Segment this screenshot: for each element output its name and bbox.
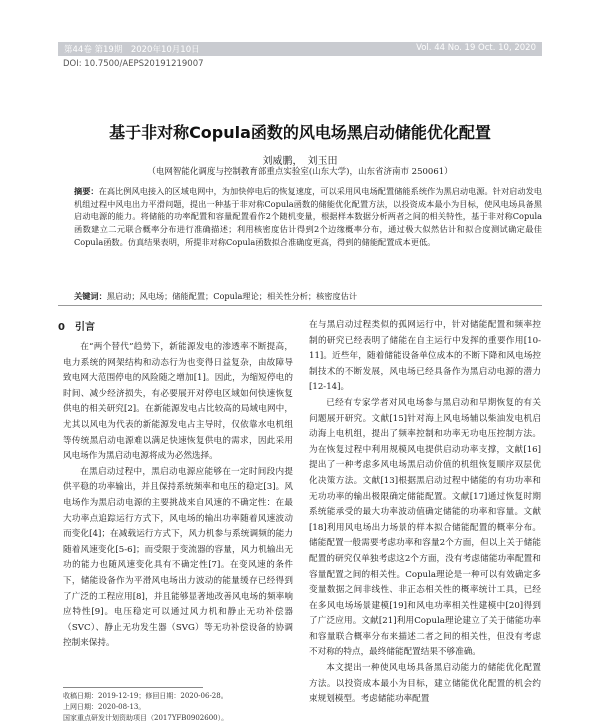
paragraph: 在“两个替代”趋势下，新能源发电的渗透率不断提高，电力系统的网架结构和动态行为也变得日益复杂，由故障导致电网大范围停电的风险随之增加[1]。因此，为缩短停电的时间、减少经济损失，有必要展开对停电区域如何快速恢复供电的相关研究[2]。在新能源发电占比较高的局域电网中，尤其以风电为代表的新能源发电占主导时，仅依靠水电机组等传统黑启动电源难以满足快速恢复供电的需求，因此采用风电场作为黑启动电源将成为必然选择。 xyxy=(63,342,293,462)
footnote xyxy=(63,691,303,724)
left-column xyxy=(63,340,293,652)
keywords-label: 关键词： xyxy=(74,291,107,301)
authors: 刘威鹏， 刘玉田 xyxy=(262,156,338,167)
paragraph: 在与黑启动过程类似的孤网运行中，针对储能配置和频率控制的研究已经表明了储能在自主运行中发挥的重要作用[10-11]。近些年，随着储能设备单位成本的不断下降和风电场控制技术的不断发展，风电场已经具备作为黑启动电源的潜力[12-14]。 xyxy=(309,320,541,393)
fund-info: 国家重点研发计划资助项目（2017YFB0902600）。 xyxy=(63,714,229,722)
keywords-text: 黑启动；风电场；储能配置；Copula理论；相关性分析；核密度估计 xyxy=(106,291,358,301)
abstract xyxy=(74,185,542,249)
online-date: 上网日期：2020-08-13。 xyxy=(63,703,146,711)
paper-title: 基于非对称Copula函数的风电场黑启动储能优化配置 xyxy=(109,123,491,142)
doi[interactable]: DOI: 10.7500/AEPS20191219007 xyxy=(63,59,204,69)
affiliation: （电网智能化调度与控制教育部重点实验室(山东大学)，山东省济南市 250061） xyxy=(147,167,453,177)
right-column xyxy=(309,318,541,708)
section-heading: 0 引言 xyxy=(58,322,95,333)
abstract-label: 摘要： xyxy=(74,186,99,196)
journal-issue-info-en: Vol. 44 No. 19 Oct. 10, 2020 xyxy=(416,43,536,53)
abstract-text: 在高比例风电接入的区域电网中，为加快停电后的恢复速度，可以采用风电场配置储能系统作为黑启动电源。针对启动发电机组过程中风电出力平滑问题，提出一种基于非对称Copula函数的储能优化配置方法，以投资成本最小为目标，使风电场具备黑启动电源的能力。将储能的功率配置和容量配置看作2个随机变量，根据样本数据分析两者之间的相关特性，基于非对称Copula函数建立二元联合概率分布进行准确描述；利用核密度估计得到2个边缘概率分布，通过极大似然估计和拟合度测试确定最佳Copula函数。仿真结果表明，所提非对称Copula函数拟合准确度更高，得到的储能配置成本更低。 xyxy=(74,186,542,247)
paragraph: 在黑启动过程中，黑启动电源应能够在一定时间段内提供平稳的功率输出，并且保持系统频率和电压的稳定[3]。风电场作为黑启动电源的主要挑战来自风速的不确定性：在最大功率点追踪运行方式下，风电场的输出功率随着风速波动而变化[4]；在减载运行方式下，风力机参与系统调频的能力随着风速变化[5-6]；而受限于变流器的容量，风力机输出无功的能力也随风速变化具有不确定性[7]。在变风速的条件下，储能设备作为平滑风电场出力波动的能量缓存已经得到了广泛的工程应用[8]，并且能够显著地改善风电场的频率响应特性[9]。电压稳定可以通过风力机和静止无功补偿器（SVC）、静止无功发生器（SVG）等无功补偿设备的协调控制来保持。 xyxy=(63,466,293,649)
keywords xyxy=(74,290,542,302)
received-date: 收稿日期：2019-12-19；修回日期：2020-06-28。 xyxy=(63,692,228,700)
paragraph: 已经有专家学者对风电场参与黑启动和早期恢复的有关问题展开研究。文献[15]针对海上风电场辅以柴油发电机启动海上电机组，提出了频率控制和功率无功电压控制方法。为在恢复过程中利用规模风电提供启动功率支撑，文献[16]提出了一种考虑多风电场黑启动价值的机组恢复顺序双层优化决策方法。文献[13]根据黑启动过程中储能的有功功率和无功功率的输出极限确定储能配置。文献[17]通过恢复时期系统能承受的最大功率波动值确定储能的功率和容量。文献[18]利用风电场出力场景的样本拟合储能配置的概率分布。储能配置一般需要考虑功率和容量2个方面，但以上关于储能配置的研究仅单独考虑这2个方面，没有考虑储能功率配置和容量配置之间的相关性。Copula理论是一种可以有效确定多变量数据之间非线性、非正态相关性的概率统计工具，已经在多风电场场景建模[19]和风电功率相关性建模中[20]得到了广泛应用。文献[21]利用Copula理论建立了关于储能功率和容量联合概率分布来描述二者之间的相关性，但没有考虑不对称的特点，最终储能配置结果不够准确。 xyxy=(309,397,541,658)
journal-header-bar xyxy=(58,42,542,56)
journal-issue-info: 第44卷 第19期 2020年10月10日 xyxy=(64,45,200,55)
section-divider xyxy=(58,305,542,306)
paragraph: 本文提出一种使风电场具备黑启动能力的储能优化配置方法。以投资成本最小为目标，建立储能优化配置的机会约束规划模型。考虑储能功率配置 xyxy=(309,663,541,705)
footnote-divider xyxy=(63,687,203,688)
